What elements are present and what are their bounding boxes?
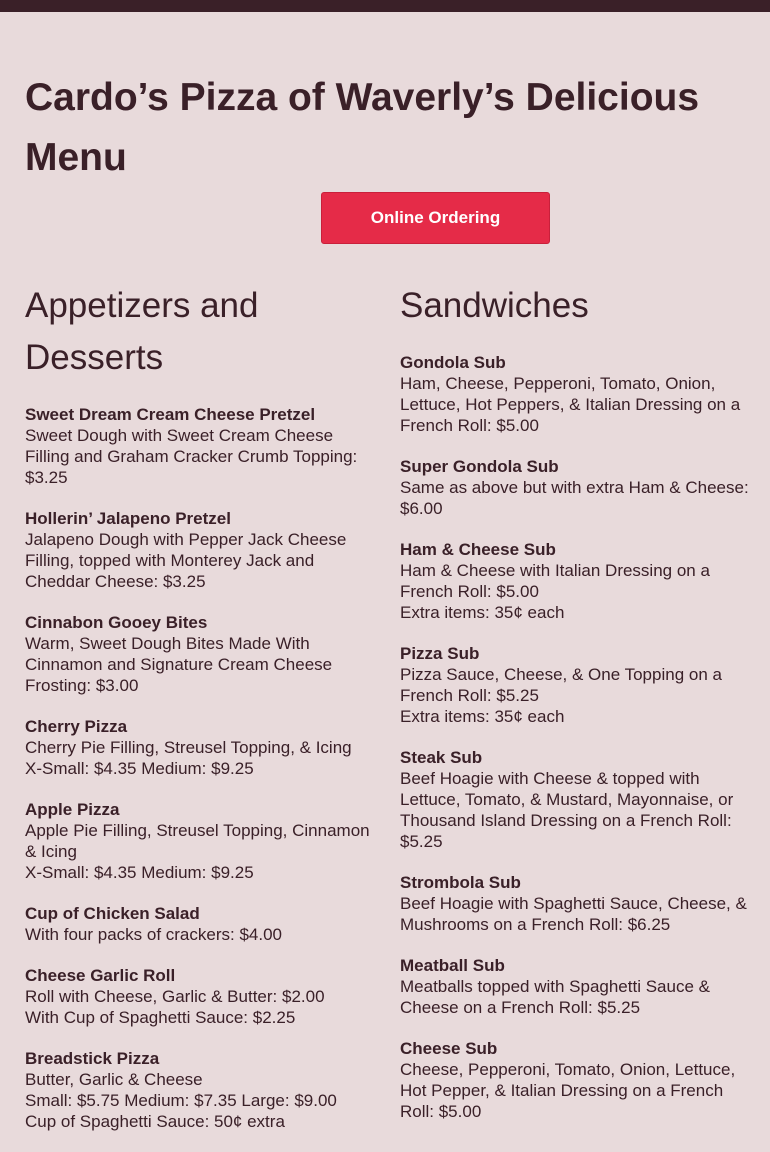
menu-item xyxy=(25,965,370,1028)
appetizers-list xyxy=(25,404,370,1132)
menu-item-description: Jalapeno Dough with Pepper Jack Cheese Filling, topped with Monterey Jack and Cheddar Cheese: $3.25 xyxy=(25,530,347,591)
top-bar xyxy=(0,0,770,12)
menu-item xyxy=(25,612,370,696)
menu-item-description: Cup of Spaghetti Sauce: 50¢ extra xyxy=(25,1112,285,1131)
menu-item-name: Breadstick Pizza xyxy=(25,1049,160,1068)
menu-item xyxy=(400,1038,750,1122)
menu-item-description: Pizza Sauce, Cheese, & One Topping on a French Roll: $5.25 xyxy=(400,665,722,705)
sandwiches-title: Sandwiches xyxy=(400,286,589,325)
menu-item-description: Ham, Cheese, Pepperoni, Tomato, Onion, Lettuce, Hot Peppers, & Italian Dressing on a French Roll: $5.00 xyxy=(400,374,741,435)
menu-item-description: Apple Pie Filling, Streusel Topping, Cinnamon & Icing xyxy=(25,821,370,861)
menu-item-description: Beef Hoagie with Cheese & topped with Lettuce, Tomato, & Mustard, Mayonnaise, or Thousand Island Dressing on a French Roll: $5.25 xyxy=(400,769,734,851)
menu-item-name: Cheese Garlic Roll xyxy=(25,966,176,985)
menu-item-name: Cheese Sub xyxy=(400,1039,498,1058)
appetizers-title: Appetizers and Desserts xyxy=(25,286,259,377)
menu-item xyxy=(400,955,750,1018)
menu-item-description: Beef Hoagie with Spaghetti Sauce, Cheese, & Mushrooms on a French Roll: $6.25 xyxy=(400,894,747,934)
menu-item-description: Cheese, Pepperoni, Tomato, Onion, Lettuce, Hot Pepper, & Italian Dressing on a French Roll: $5.00 xyxy=(400,1060,736,1121)
menu-item xyxy=(400,747,750,852)
menu-item-name: Sweet Dream Cream Cheese Pretzel xyxy=(25,405,316,424)
menu-item xyxy=(400,456,750,519)
menu-item xyxy=(25,903,370,945)
menu-item xyxy=(400,352,750,436)
page-title: Cardo’s Pizza of Waverly’s Delicious Menu xyxy=(25,76,700,179)
menu-item-description: Roll with Cheese, Garlic & Butter: $2.00 xyxy=(25,987,325,1006)
menu-item-description: With Cup of Spaghetti Sauce: $2.25 xyxy=(25,1008,296,1027)
menu-item-name: Steak Sub xyxy=(400,748,483,767)
menu-item xyxy=(400,539,750,623)
menu-item-description: Extra items: 35¢ each xyxy=(400,603,565,622)
menu-item-description: Same as above but with extra Ham & Cheese: $6.00 xyxy=(400,478,749,518)
menu-item-description: Small: $5.75 Medium: $7.35 Large: $9.00 xyxy=(25,1091,337,1110)
menu-item xyxy=(25,799,370,883)
sandwiches-list xyxy=(400,352,750,1122)
menu-item-name: Cup of Chicken Salad xyxy=(25,904,200,923)
menu-item xyxy=(400,643,750,727)
menu-item-name: Super Gondola Sub xyxy=(400,457,559,476)
menu-item xyxy=(400,872,750,935)
menu-item-name: Ham & Cheese Sub xyxy=(400,540,556,559)
menu-item-description: Ham & Cheese with Italian Dressing on a French Roll: $5.00 xyxy=(400,561,710,601)
menu-item-description: X-Small: $4.35 Medium: $9.25 xyxy=(25,759,254,778)
menu-item-name: Strombola Sub xyxy=(400,873,521,892)
menu-item-description: Cherry Pie Filling, Streusel Topping, & Icing xyxy=(25,738,352,757)
menu-item-name: Meatball Sub xyxy=(400,956,505,975)
menu-item-description: Extra items: 35¢ each xyxy=(400,707,565,726)
menu-item-name: Apple Pizza xyxy=(25,800,120,819)
menu-item xyxy=(25,508,370,592)
menu-item-name: Cinnabon Gooey Bites xyxy=(25,613,208,632)
menu-item-description: X-Small: $4.35 Medium: $9.25 xyxy=(25,863,254,882)
appetizers-section xyxy=(25,280,370,1152)
menu-item-description: Meatballs topped with Spaghetti Sauce & Cheese on a French Roll: $5.25 xyxy=(400,977,710,1017)
menu-item-description: Warm, Sweet Dough Bites Made With Cinnamon and Signature Cream Cheese Frosting: $3.00 xyxy=(25,634,333,695)
menu-item xyxy=(25,1048,370,1132)
menu-item-name: Gondola Sub xyxy=(400,353,506,372)
menu-item xyxy=(25,404,370,488)
menu-item-name: Hollerin’ Jalapeno Pretzel xyxy=(25,509,231,528)
menu-item-description: Butter, Garlic & Cheese xyxy=(25,1070,203,1089)
online-ordering-button[interactable]: Online Ordering xyxy=(321,192,550,244)
menu-item-name: Pizza Sub xyxy=(400,644,480,663)
menu-item-description: Sweet Dough with Sweet Cream Cheese Filling and Graham Cracker Crumb Topping: $3.25 xyxy=(25,426,358,487)
sandwiches-section xyxy=(400,280,750,1142)
menu-item-description: With four packs of crackers: $4.00 xyxy=(25,925,282,944)
menu-item xyxy=(25,716,370,779)
menu-item-name: Cherry Pizza xyxy=(25,717,128,736)
